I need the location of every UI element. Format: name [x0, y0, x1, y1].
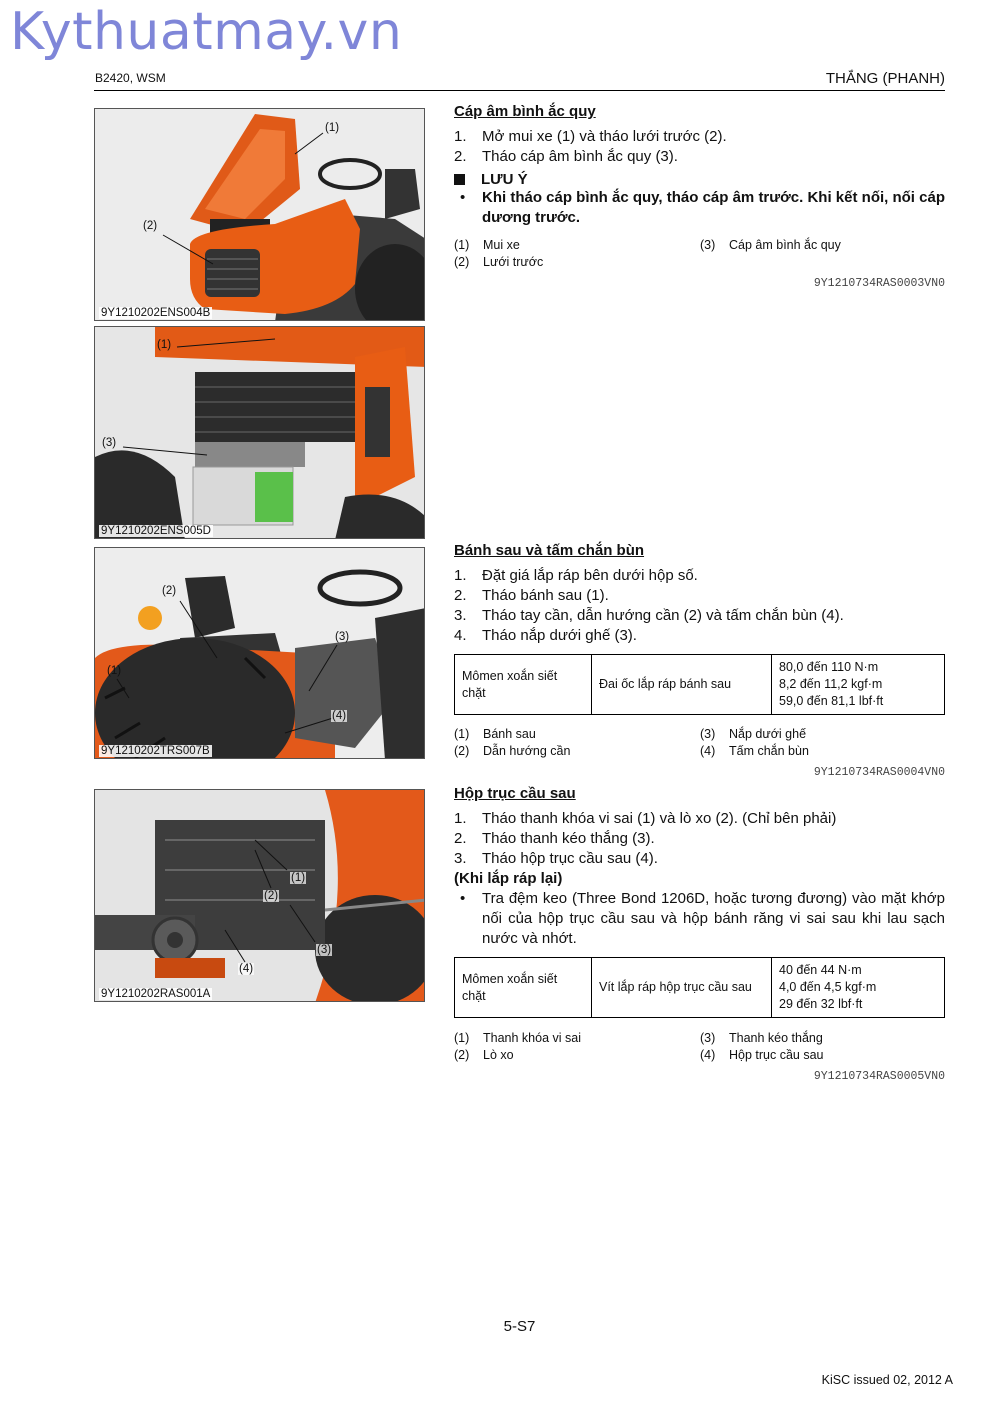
step-item: 4. Tháo nắp dưới ghế (3).: [454, 627, 637, 644]
step-item: 3. Tháo hộp trục cầu sau (4).: [454, 850, 658, 867]
step-item: 1. Tháo thanh khóa vi sai (1) và lò xo (2). (Chỉ bên phải): [454, 810, 837, 827]
step-item: 1. Đặt giá lắp ráp bên dưới hộp số.: [454, 567, 698, 584]
legend-item: (2) Dẫn hướng cần: [454, 744, 571, 758]
section-title: Bánh sau và tấm chắn bùn: [454, 542, 645, 559]
photo-caption: 9Y1210202ENS004B: [101, 307, 211, 319]
reassembly-bullet: • Tra đệm keo (Three Bond 1206D, hoặc tương đương) vào mặt khớp nối của hộp trục cầu sau và hộp bánh răng vi sai sau khi lau sạch nước và nhớt.: [460, 890, 945, 947]
legend: [454, 1030, 945, 1064]
note-title: LƯU Ý: [454, 171, 945, 188]
step-item: 3. Tháo tay cần, dẫn hướng cần (2) và tấm chắn bùn (4).: [454, 607, 844, 624]
step-item: 2. Tháo thanh kéo thắng (3).: [454, 830, 655, 847]
section-title: Cáp âm bình ắc quy: [454, 103, 596, 120]
steps-list: [454, 127, 945, 167]
step-item: 1. Mở mui xe (1) và tháo lưới trước (2).: [454, 128, 727, 145]
callout-2: (2): [143, 220, 158, 232]
steps-list: [454, 566, 945, 646]
callout-4: (4): [332, 710, 347, 722]
callout-1: (1): [107, 665, 122, 677]
callout-1: (1): [157, 339, 172, 351]
photo-rear-wheel: [94, 547, 425, 759]
reference-code: 9Y1210734RAS0003VN0: [813, 277, 945, 290]
legend-item: (1) Mui xe: [454, 238, 520, 252]
legend: [454, 726, 945, 760]
legend-item: (3) Thanh kéo thắng: [700, 1031, 823, 1045]
section-rear-axle: [454, 785, 945, 1083]
page-number: 5-S7: [503, 1318, 536, 1335]
torque-values: 40 đến 44 N·m 4,0 đến 4,5 kgf·m 29 đến 32 lbf·ft: [772, 958, 945, 1018]
torque-table: [454, 957, 945, 1018]
reference-code: 9Y1210734RAS0005VN0: [813, 1070, 945, 1083]
photo-caption: 9Y1210202ENS005D: [101, 525, 211, 537]
callout-3: (3): [335, 631, 350, 643]
callout-1: (1): [291, 872, 306, 884]
torque-item: Đai ốc lắp ráp bánh sau: [592, 655, 772, 715]
legend-item: (1) Bánh sau: [454, 727, 536, 741]
legend-item: [700, 254, 945, 271]
section-title: Hộp trục cầu sau: [454, 785, 576, 802]
torque-label: Mômen xoắn siết chặt: [455, 958, 592, 1018]
reference-code: 9Y1210734RAS0004VN0: [813, 766, 945, 779]
photo-rear-wheel-illustration: [95, 548, 425, 759]
step-item: 2. Tháo cáp âm bình ắc quy (3).: [454, 148, 678, 165]
legend-item: (3) Cáp âm bình ắc quy: [700, 238, 841, 252]
header-rule: [94, 90, 945, 91]
section-battery-cable: [454, 103, 945, 290]
legend-item: (1) Thanh khóa vi sai: [454, 1031, 581, 1045]
legend-item: (3) Nắp dưới ghế: [700, 727, 807, 741]
photo-battery-illustration: [95, 327, 425, 539]
note-bullet: • Khi tháo cáp bình ắc quy, tháo cáp âm trước. Khi kết nối, nối cáp dương trước.: [460, 189, 945, 226]
header-chapter: THẮNG (PHANH): [825, 70, 945, 87]
photo-battery: [94, 326, 425, 539]
photo-caption: 9Y1210202RAS001A: [101, 988, 211, 1000]
photo-rear-axle-illustration: [95, 790, 425, 1002]
section-rear-wheel: [454, 542, 945, 779]
photo-caption: 9Y1210202TRS007B: [101, 745, 210, 757]
photo-hood-open-illustration: [95, 109, 425, 321]
photo-rear-axle: [94, 789, 425, 1002]
callout-2: (2): [264, 890, 279, 902]
callout-4: (4): [239, 963, 254, 975]
steps-list: [454, 809, 945, 869]
photo-hood-open: [94, 108, 425, 321]
callout-3: (3): [102, 437, 117, 449]
issue-info: KiSC issued 02, 2012 A: [821, 1373, 953, 1387]
header-model: B2420, WSM: [95, 71, 166, 85]
callout-1: (1): [325, 122, 340, 134]
step-item: 2. Tháo bánh sau (1).: [454, 587, 609, 604]
callout-2: (2): [162, 585, 177, 597]
torque-table: [454, 654, 945, 715]
square-bullet-icon: [454, 174, 465, 185]
legend: [454, 237, 945, 271]
legend-item: (2) Lò xo: [454, 1048, 514, 1062]
legend-item: (2) Lưới trước: [454, 255, 544, 269]
torque-label: Mômen xoắn siết chặt: [455, 655, 592, 715]
torque-item: Vít lắp ráp hộp trục cầu sau: [592, 958, 772, 1018]
watermark: Kythuatmay.vn: [10, 2, 403, 62]
legend-item: (4) Hộp trục cầu sau: [700, 1048, 824, 1062]
legend-item: (4) Tấm chắn bùn: [700, 744, 809, 758]
callout-3: (3): [317, 944, 332, 956]
reassembly-subheading: (Khi lắp ráp lại): [454, 870, 563, 887]
torque-values: 80,0 đến 110 N·m 8,2 đến 11,2 kgf·m 59,0 đến 81,1 lbf·ft: [772, 655, 945, 715]
